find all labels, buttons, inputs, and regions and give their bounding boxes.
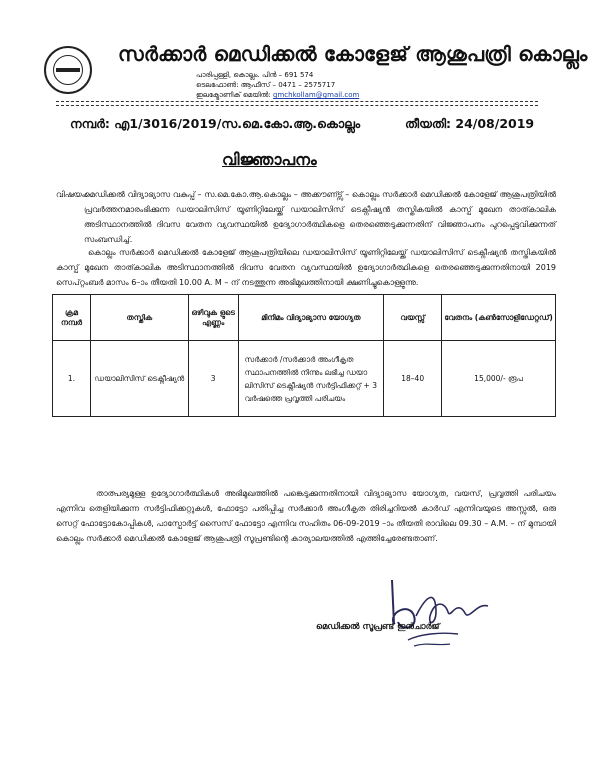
header-sl-no: ക്രമ നമ്പർ bbox=[53, 295, 91, 341]
subject-label: വിഷയം:- bbox=[56, 190, 91, 199]
address-line: പാരിപ്പള്ളി, കൊല്ലം. പിൻ – 691 574 bbox=[196, 71, 314, 79]
handwritten-signature bbox=[380, 572, 520, 662]
reference-date: തീയതി: 24/08/2019 bbox=[405, 116, 535, 131]
notice-heading: വിജ്ഞാപനം bbox=[222, 150, 317, 169]
header-divider-bottom bbox=[56, 105, 538, 106]
contact-block bbox=[196, 70, 359, 100]
header-salary: വേതനം (കൺസോളിഡേറ്റഡ്) bbox=[442, 295, 556, 341]
subject-text: മെഡിക്കൽ വിദ്യാഭ്യാസ വകുപ്പ് – സ.മെ.കോ.ആ.കൊല്ലം – അക്കൗണ്ട്സ് – കൊല്ലം സർക്കാർ മെഡിക്കൽ കോളേജ് ആശുപത്രിയിൽ പ്രവർത്തനമാരംഭിക്കുന്ന ഡയാലിസിസ് യൂണിറ്റിലേയ്ക്ക് ഡയാലിസിസ് ടെക്നീഷ്യൻ തസ്തികയിൽ കാസ്പ് മുഖേന താത്കാലിക അടിസ്ഥാനത്തിൽ ദിവസ വേതന വ്യവസ്ഥയിൽ ഉദ്യോഗാർത്ഥികളെ തെരഞ്ഞെടുക്കുന്നതിന് വിജ്ഞാപനം പുറപ്പെടുവിക്കുന്നത് സംബന്ധിച്ച്. bbox=[84, 190, 556, 244]
header-divider-top bbox=[56, 101, 538, 102]
header-post: തസ്തിക bbox=[90, 295, 188, 341]
header-vacancies: ഒഴിവുക ളുടെ എണ്ണം bbox=[188, 295, 238, 341]
email-line bbox=[196, 90, 359, 100]
email-label: ഇലക്ട്രോണിക് മെയിൽ: bbox=[196, 91, 274, 99]
cell-salary: 15,000/- രൂപ bbox=[442, 341, 556, 417]
cell-qualification: സർക്കാർ /സർക്കാർ അംഗീകൃത സ്ഥാപനത്തിൽ നിന്നും ലഭിച്ച ഡയാ ലിസിസ് ടെക്നീഷ്യൻ സർട്ടിഫിക്കറ്റ് + 3 വർഷത്തെ പ്രവൃത്തി പരിചയം bbox=[238, 341, 384, 417]
header-age: വയസ്സ് bbox=[384, 295, 442, 341]
reference-number: നമ്പർ: എ1/3016/2019/സ.മെ.കോ.ആ.കൊല്ലം bbox=[70, 116, 361, 131]
notice-paragraph-2: താത്പര്യമുള്ള ഉദ്യോഗാർത്ഥികൾ അഭിമുഖത്തിൽ പങ്കെടുക്കുന്നതിനായി വിദ്യാഭ്യാസ യോഗ്യത, വയസ്, പ്രവൃത്തി പരിചയം എന്നിവ തെളിയിക്കുന്ന സർട്ടിഫിക്കറ്റുകൾ, ഫോട്ടോ പതിപ്പിച്ച സർക്കാർ അംഗീകൃത തിരിച്ചറിയൽ കാർഡ് എന്നിവയുടെ അസ്സൽ, ഒരു സെറ്റ് ഫോട്ടോകോപ്പികൾ, പാസ്പോർട്ട് സൈസ് ഫോട്ടോ എന്നിവ സഹിതം 06-09-2019 –ാം തീയതി രാവിലെ 09.30 – A.M. – ന് മുമ്പായി കൊല്ലം സർക്കാർ മെഡിക്കൽ കോളേജ് ആശുപത്രി സൂപ്രണ്ടിന്റെ കാര്യാലയത്തിൽ എത്തിച്ചേരേണ്ടതാണ്. bbox=[56, 489, 556, 543]
cell-vacancies: 3 bbox=[188, 341, 238, 417]
signatory-designation: മെഡിക്കൽ സൂപ്രണ്ട് ഇൻചാർജ് bbox=[316, 622, 440, 632]
cell-age: 18–40 bbox=[384, 341, 442, 417]
header-qualification: മിനിമം വിദ്യാഭ്യാസ യോഗ്യത bbox=[238, 295, 384, 341]
phone-line: ടെലഫോൺ: ആഫീസ് – 0471 – 2575717 bbox=[196, 81, 336, 89]
institution-title: സർക്കാർ മെഡിക്കൽ കോളേജ് ആശുപത്രി കൊല്ലം bbox=[118, 42, 588, 66]
email-link[interactable]: gmchkollam@gmail.com bbox=[273, 91, 360, 99]
table-header-row bbox=[53, 295, 556, 341]
cell-post: ഡയാലിസിസ് ടെക്നീഷ്യൻ bbox=[90, 341, 188, 417]
notice-paragraph-1: കൊല്ലം സർക്കാർ മെഡിക്കൽ കോളേജ് ആശുപത്രിയിലെ ഡയാലിസിസ് യൂണിറ്റിലേയ്ക്ക് ഡയാലിസിസ് ടെക്നീഷ്യൻ തസ്തികയിൽ കാസ്പ് മുഖേന താത്കാലിക അടിസ്ഥാനത്തിൽ ദിവസ വേതന വ്യവസ്ഥയിൽ ഉദ്യോഗാർത്ഥികളെ തെരഞ്ഞെടുക്കുന്നതിനായി 2019 സെപ്റ്റംബർ മാസം 6–ാം തീയതി 10.00 A. M – ന് നടത്തുന്ന അഭിമുഖത്തിനായി ക്ഷണിച്ചുകൊള്ളുന്നു. bbox=[56, 248, 556, 287]
cell-sl-no: 1. bbox=[53, 341, 91, 417]
vacancy-table bbox=[52, 294, 556, 417]
subject-block bbox=[56, 187, 556, 247]
college-emblem-logo bbox=[44, 46, 92, 94]
table-row bbox=[53, 341, 556, 417]
